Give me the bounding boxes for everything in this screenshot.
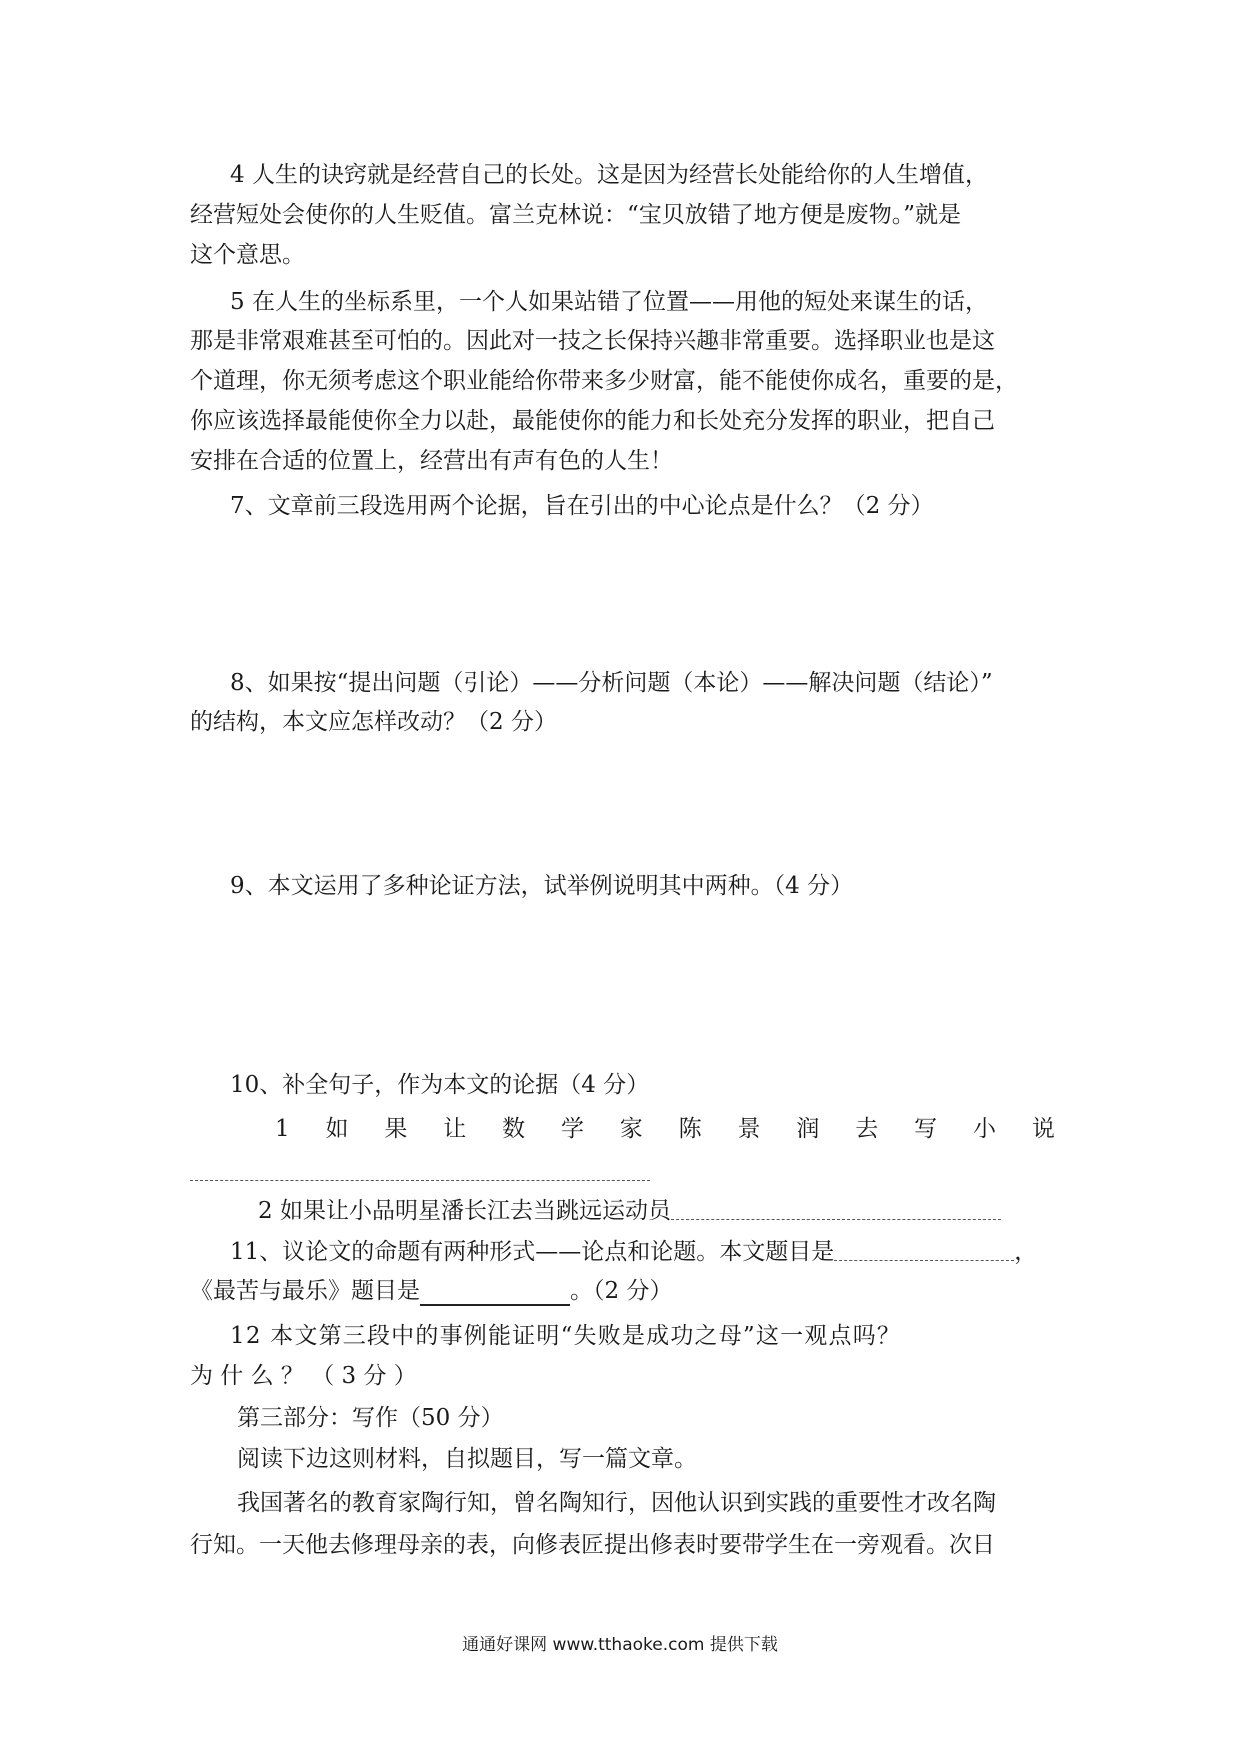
question-10-item-2: [258, 1196, 1058, 1226]
item-1-char: 学: [560, 1116, 584, 1142]
item-1-char: 1: [275, 1116, 290, 1142]
question-9: 9、本文运用了多种论证方法，试举例说明其中两种。（4 分）: [230, 873, 854, 899]
item-1-char: 让: [443, 1116, 467, 1142]
question-11-line-1: [230, 1237, 1060, 1267]
item-1-char: 写: [914, 1116, 938, 1142]
question-11-line-2: [190, 1276, 1060, 1306]
question-11-text-2: 《最苦与最乐》题目是: [190, 1278, 420, 1304]
question-10-item-1: [275, 1114, 1055, 1144]
item-1-char: 家: [619, 1116, 643, 1142]
paragraph-5-line-2: 那是非常艰难甚至可怕的。因此对一技之长保持兴趣非常重要。选择职业也是这: [190, 328, 995, 354]
question-11-text: 11、议论文的命题有两种形式——论点和论题。本文题目是: [230, 1239, 835, 1265]
item-1-char: 景: [737, 1116, 761, 1142]
item-1-char: 说: [1031, 1116, 1055, 1142]
item-1-char: 果: [384, 1116, 408, 1142]
page-footer: 通通好课网 www.tthaoke.com 提供下载: [462, 1635, 778, 1655]
paragraph-4-line-2: 经营短处会使你的人生贬值。富兰克林说：“宝贝放错了地方便是废物。”就是: [190, 202, 962, 228]
paragraph-4-line-3: 这个意思。: [190, 242, 305, 268]
answer-blank-item-2[interactable]: [671, 1205, 1001, 1220]
question-8-line-1: 8、如果按“提出问题（引论）——分析问题（本论）——解决问题（结论）”: [230, 670, 993, 696]
answer-blank-q11-other[interactable]: [420, 1282, 570, 1306]
part-3-instruction: 阅读下边这则材料，自拟题目，写一篇文章。: [237, 1446, 697, 1472]
part-3-heading: 第三部分：写作（50 分）: [237, 1405, 504, 1431]
paragraph-5-line-3: 个道理，你无须考虑这个职业能给你带来多少财富，能不能使你成名，重要的是，: [190, 368, 1018, 394]
item-1-char: 去: [855, 1116, 879, 1142]
question-8-line-2: 的结构，本文应怎样改动？（2 分）: [190, 709, 557, 735]
paragraph-4-line-1: 4 人生的诀窍就是经营自己的长处。这是因为经营长处能给你的人生增值，: [230, 162, 988, 188]
item-1-char: 数: [502, 1116, 526, 1142]
item-2-text: 2 如果让小品明星潘长江去当跳远运动员: [258, 1198, 671, 1224]
question-12-line-1: 12 本文第三段中的事例能证明“失败是成功之母”这一观点吗？: [230, 1323, 902, 1349]
material-line-1: 我国著名的教育家陶行知，曾名陶知行，因他认识到实践的重要性才改名陶: [237, 1490, 996, 1516]
question-11-comma: ，: [1014, 1239, 1038, 1265]
item-1-char: 小: [972, 1116, 996, 1142]
item-1-char: 如: [325, 1116, 349, 1142]
answer-blank-q11-title[interactable]: [834, 1246, 1014, 1261]
paragraph-5-line-5: 安排在合适的位置上，经营出有声有色的人生！: [190, 448, 673, 474]
question-11-score: 。（2 分）: [570, 1278, 673, 1304]
material-line-2: 行知。一天他去修理母亲的表，向修表匠提出修表时要带学生在一旁观看。次日: [190, 1532, 995, 1558]
question-10: 10、补全句子，作为本文的论据（4 分）: [230, 1072, 650, 1098]
paragraph-5-line-4: 你应该选择最能使你全力以赴，最能使你的能力和长处充分发挥的职业，把自己: [190, 408, 995, 434]
answer-blank-item-1[interactable]: [190, 1180, 650, 1181]
question-7: 7、文章前三段选用两个论据，旨在引出的中心论点是什么？（2 分）: [230, 493, 934, 519]
question-12-line-2: 为 什 么 ？ （ 3 分 ）: [190, 1363, 417, 1389]
item-1-char: 润: [796, 1116, 820, 1142]
item-1-char: 陈: [678, 1116, 702, 1142]
paragraph-5-line-1: 5 在人生的坐标系里，一个人如果站错了位置——用他的短处来谋生的话，: [230, 289, 988, 315]
